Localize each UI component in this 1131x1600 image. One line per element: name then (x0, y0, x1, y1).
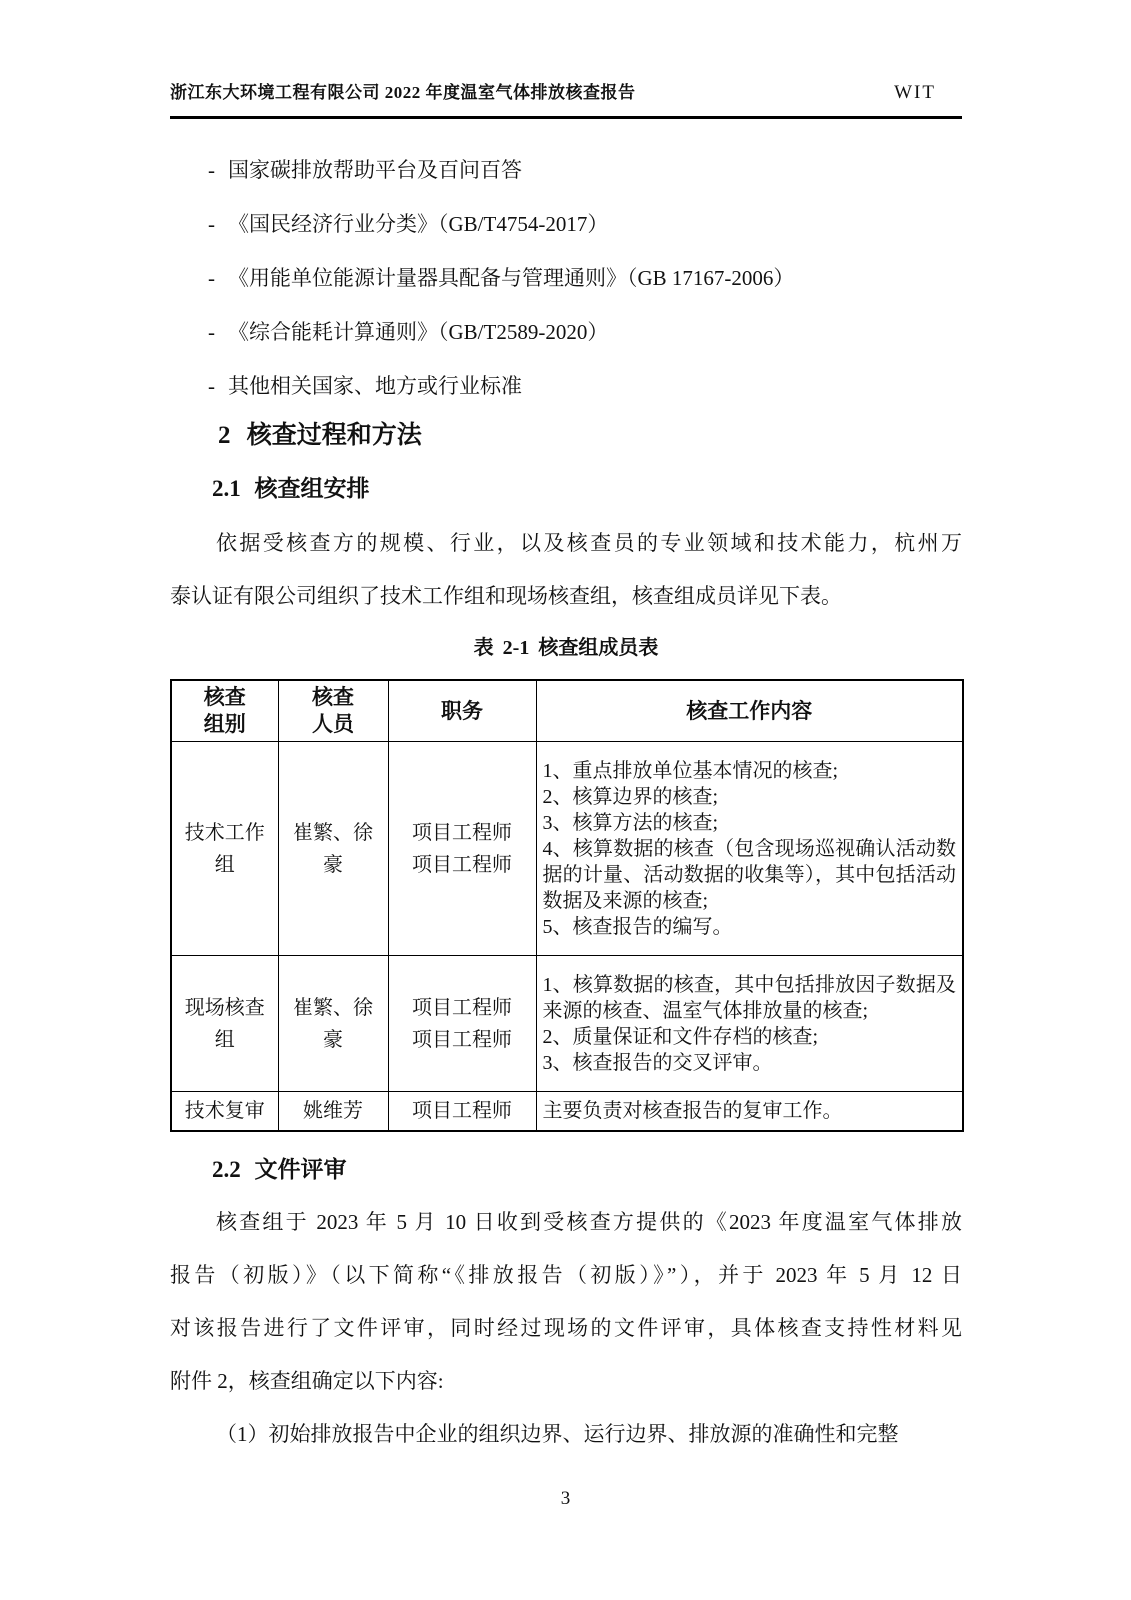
list-item-text: 国家碳排放帮助平台及百问百答 (228, 158, 522, 182)
cell-group: 技术复审 (171, 1092, 278, 1132)
table-row (171, 1092, 963, 1132)
cell-role (388, 1092, 536, 1132)
header-line: 核查 (312, 685, 354, 709)
cell-tasks (536, 742, 963, 956)
table-row (171, 956, 963, 1092)
table-header-row (171, 680, 963, 742)
cell-tasks (536, 956, 963, 1092)
task-line: 1、核算数据的核查，其中包括排放因子数据及来源的核查、温室气体排放量的核查; (542, 973, 956, 1022)
reference-list (208, 143, 962, 413)
task-line: 3、核算方法的核查; (542, 811, 719, 834)
list-bullet: - (208, 374, 215, 398)
paragraph-line: 报告（初版）》（以下简称“《排放报告（初版）》”），并于 2023 年 5 月 12 日 (170, 1263, 962, 1287)
list-bullet: - (208, 158, 215, 182)
page-number: 3 (560, 1488, 571, 1509)
paragraph-line: 核查组于 2023 年 5 月 10 日收到受核查方提供的《2023 年度温室气体排放 (216, 1210, 962, 1234)
cell-person: 崔繁、徐豪 (278, 956, 388, 1092)
paragraph-line: 依据受核查方的规模、行业，以及核查员的专业领域和技术能力，杭州万 (216, 531, 962, 555)
task-line: 5、核查报告的编写。 (542, 915, 733, 938)
paragraph-team-arrangement (170, 517, 962, 623)
column-header-person (278, 680, 388, 742)
list-bullet: - (208, 320, 215, 344)
role-line: 项目工程师 (412, 853, 512, 876)
list-item (208, 143, 962, 197)
section-heading-2: 2 核查过程和方法 (218, 422, 422, 449)
cell-tasks (536, 1092, 963, 1132)
column-header-role: 职务 (388, 680, 536, 742)
cell-group: 现场核查组 (171, 956, 278, 1092)
section-heading-2-1: 2.1 核查组安排 (212, 476, 370, 501)
role-line: 项目工程师 (412, 821, 512, 844)
cell-person: 姚维芳 (278, 1092, 388, 1132)
cell-role (388, 956, 536, 1092)
paragraph-line: 泰认证有限公司组织了技术工作组和现场核查组，核查组成员详见下表。 (170, 584, 842, 608)
task-line: 4、核算数据的核查（包含现场巡视确认活动数据的计量、活动数据的收集等），其中包括活动数据及来源的核查; (542, 837, 956, 912)
paragraph-line: 附件 2，核查组确定以下内容: (170, 1369, 444, 1393)
list-item (208, 251, 962, 305)
list-bullet: - (208, 212, 215, 236)
page-header (170, 78, 962, 104)
header-line: 人员 (312, 712, 354, 736)
header-line: 核查 (203, 685, 246, 709)
cell-role (388, 742, 536, 956)
task-line: 1、重点排放单位基本情况的核查; (542, 759, 839, 782)
column-header-group (171, 680, 278, 742)
list-item (208, 305, 962, 359)
paragraph-document-review (170, 1196, 962, 1461)
role-line: 项目工程师 (412, 1028, 512, 1051)
task-line: 2、核算边界的核查; (542, 785, 719, 808)
section-heading-2-2: 2.2 文件评审 (212, 1157, 347, 1182)
list-item-text: 《国民经济行业分类》（GB/T4754-2017） (228, 212, 609, 236)
task-line: 主要负责对核查报告的复审工作。 (542, 1100, 843, 1122)
cell-group: 技术工作组 (171, 742, 278, 956)
brand-logo: WIT (894, 82, 936, 103)
list-bullet: - (208, 266, 215, 290)
table-row (171, 742, 963, 956)
members-table (170, 679, 964, 1132)
header-line: 组别 (203, 712, 246, 736)
header-title: 浙江东大环境工程有限公司 2022 年度温室气体排放核查报告 (170, 83, 636, 102)
list-item-text: 《用能单位能源计量器具配备与管理通则》（GB 17167-2006） (228, 266, 795, 290)
list-item-text: 其他相关国家、地方或行业标准 (228, 374, 522, 398)
table-caption: 表 2-1 核查组成员表 (473, 637, 659, 659)
list-item-text: 《综合能耗计算通则》（GB/T2589-2020） (228, 320, 609, 344)
column-header-content: 核查工作内容 (536, 680, 963, 742)
task-line: 2、质量保证和文件存档的核查; (542, 1025, 819, 1048)
list-item (208, 197, 962, 251)
list-item (208, 359, 962, 413)
role-line: 项目工程师 (412, 1100, 512, 1122)
role-line: 项目工程师 (412, 996, 512, 1019)
paragraph-line: （1）初始排放报告中企业的组织边界、运行边界、排放源的准确性和完整 (216, 1422, 899, 1446)
cell-person: 崔繁、徐豪 (278, 742, 388, 956)
header-divider (170, 116, 962, 119)
task-line: 3、核查报告的交叉评审。 (542, 1051, 773, 1074)
paragraph-line: 对该报告进行了文件评审，同时经过现场的文件评审，具体核查支持性材料见 (170, 1316, 962, 1340)
